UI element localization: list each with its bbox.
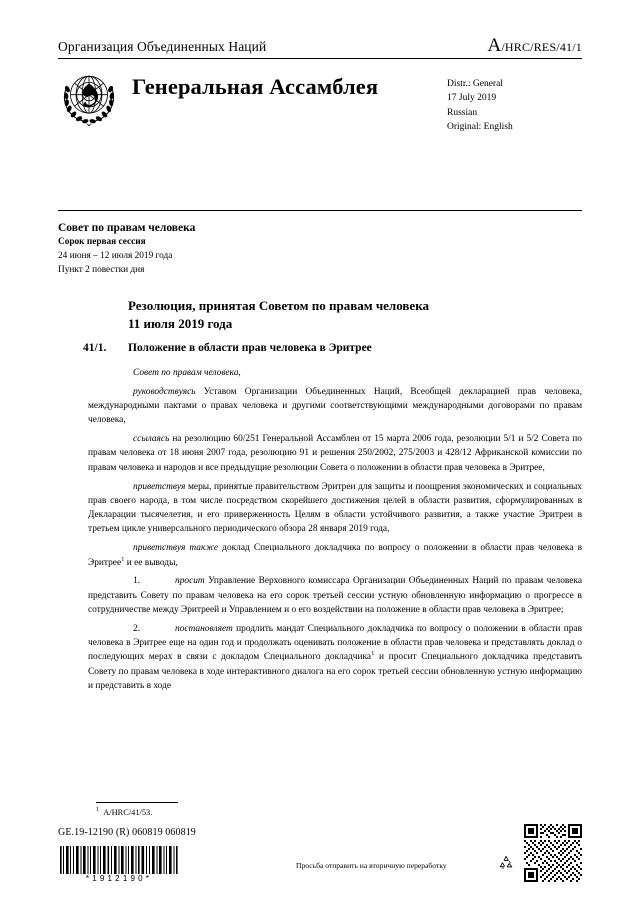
masthead [58, 36, 582, 135]
emblem-cell [58, 68, 132, 128]
preamble-paragraph-1 [58, 385, 582, 428]
organization-name: Организация Объединенных Наций [58, 39, 267, 55]
operative-2-number: 2. [133, 623, 141, 634]
preamble-paragraph-2 [58, 432, 582, 475]
preamble-paragraph-4 [58, 541, 582, 570]
preamble-1-text: Уставом Организации Объединенных Наций, Всеобщей декларацией прав человека, международными пактами о правах человека и другими соответствующими международными договорами по правам человека, [88, 386, 582, 426]
preamble-paragraph-3 [58, 480, 582, 537]
masthead-body-row [58, 59, 582, 135]
footnote-separator [96, 802, 178, 803]
barcode-number: *1912190* [85, 874, 153, 883]
document-symbol [487, 36, 582, 55]
distribution-language: Russian [447, 107, 478, 118]
distribution-date: 17 July 2019 [447, 93, 497, 104]
session-dates: 24 июня – 12 июля 2019 года [58, 251, 173, 262]
resolution-title-line1: Резолюция, принятая Советом по правам человека [128, 298, 429, 313]
preamble-2-lead: ссылаясь [133, 434, 170, 445]
operative-paragraph-2 [58, 622, 582, 693]
preamble-2-text: на резолюцию 60/251 Генеральной Ассамблеи от 15 марта 2006 года, резолюции 5/1 и 5/2 Совета по правам человека от 18 июня 2007 года, резолюцию 91 и решения 250/2002, 275/2003 и 428/12 Африканской комиссии по правам человека и народов и все предыдущие резолюции Совета о положении в области прав человека в Эритрее, [88, 434, 582, 473]
job-number: GE.19-12190 (R) 060819 060819 [58, 827, 196, 838]
session-block [58, 220, 478, 278]
resolution-title [128, 297, 578, 334]
footnote-text: A/HRC/41/53. [103, 808, 153, 817]
session-rule-wrap [58, 210, 582, 211]
session-top-rule [58, 210, 582, 211]
operative-1-text: Управление Верховного комиссара Организации Объединенных Наций по правам человека представить Совету по правам человека на его сорок третьей сессии устную обновленную информацию о прогрессе в сотрудничестве между Эритреей и Управлением и о его воздействии на положение в области прав человека в Эритрее; [88, 576, 582, 615]
operative-1-number: 1. [133, 576, 141, 587]
body-opening-text: Совет по правам человека, [133, 368, 241, 378]
barcode-block [58, 846, 180, 883]
general-assembly-title: Генеральная Ассамблея [132, 74, 379, 99]
council-name: Совет по правам человека [58, 222, 196, 234]
agenda-item: Пункт 2 повестки дня [58, 265, 145, 276]
un-emblem [58, 70, 120, 128]
masthead-top-row [58, 36, 582, 58]
session-number: Сорок первая сессия [58, 237, 146, 248]
qr-code [524, 824, 582, 882]
operative-2-lead: постановляет [175, 623, 233, 634]
operative-2-text-before-ref: продлить мандат Специального докладчика по вопросу о положении в области прав человека в Эритрее еще на один год и продолжать оценивать положение в области прав человека и представлять доклад о последующих мерах в связи с докладом Специального докладчика [88, 623, 582, 663]
recycle-icon [497, 854, 515, 872]
title-cell [132, 68, 447, 99]
body-opening [58, 366, 582, 380]
preamble-4-text-before-ref: доклад Специального докладчика по вопросу о положении в области прав человека в Эритрее [88, 543, 582, 568]
resolution-heading [58, 342, 582, 354]
footnote [96, 807, 152, 819]
operative-paragraph-1 [58, 574, 582, 617]
preamble-3-text: меры, принятые правительством Эритреи для защиты и поощрения экономических и социальных прав своего народа, в том числе посредством скорейшего достижения целей в области развития, сформулированных в Декларации тысячелетия, и его приверженность Целям в области устойчивого развития, а также участие Эритреи в третьем цикле универсального периодического обзора 28 января 2019 года, [88, 481, 582, 535]
operative-2-text-after-ref: и просит Специального докладчика представить Совету по правам человека в ходе интерактивного диалога на его сорок третьей сессии обновленную устную информацию и представить в ходе [88, 652, 582, 691]
operative-1-lead: просит [175, 576, 205, 587]
resolution-subject: Положение в области прав человека в Эритрее [128, 342, 372, 354]
distribution-original: Original: English [447, 122, 513, 133]
resolution-number: 41/1. [83, 342, 107, 354]
preamble-3-lead: приветствуя [133, 481, 186, 492]
recycle-note: Просьба отправить на вторичную переработку [296, 861, 447, 870]
preamble-1-lead: руководствуясь [133, 386, 196, 397]
footnote-reference[interactable]: 1 [121, 555, 125, 563]
footnote-reference[interactable]: 1 [371, 650, 375, 658]
preamble-4-lead: приветствуя также [133, 543, 219, 554]
footnote-mark: 1 [96, 806, 100, 814]
resolution-body [58, 366, 582, 698]
document-symbol-prefix: A [487, 35, 502, 56]
barcode [58, 846, 180, 874]
distribution-block [447, 68, 582, 135]
document-symbol-rest: /HRC/RES/41/1 [501, 40, 582, 54]
resolution-title-line2: 11 июля 2019 года [128, 316, 233, 332]
preamble-4-text-after-ref: и ее выводы, [124, 557, 178, 568]
distribution-type: Distr.: General [447, 79, 503, 89]
